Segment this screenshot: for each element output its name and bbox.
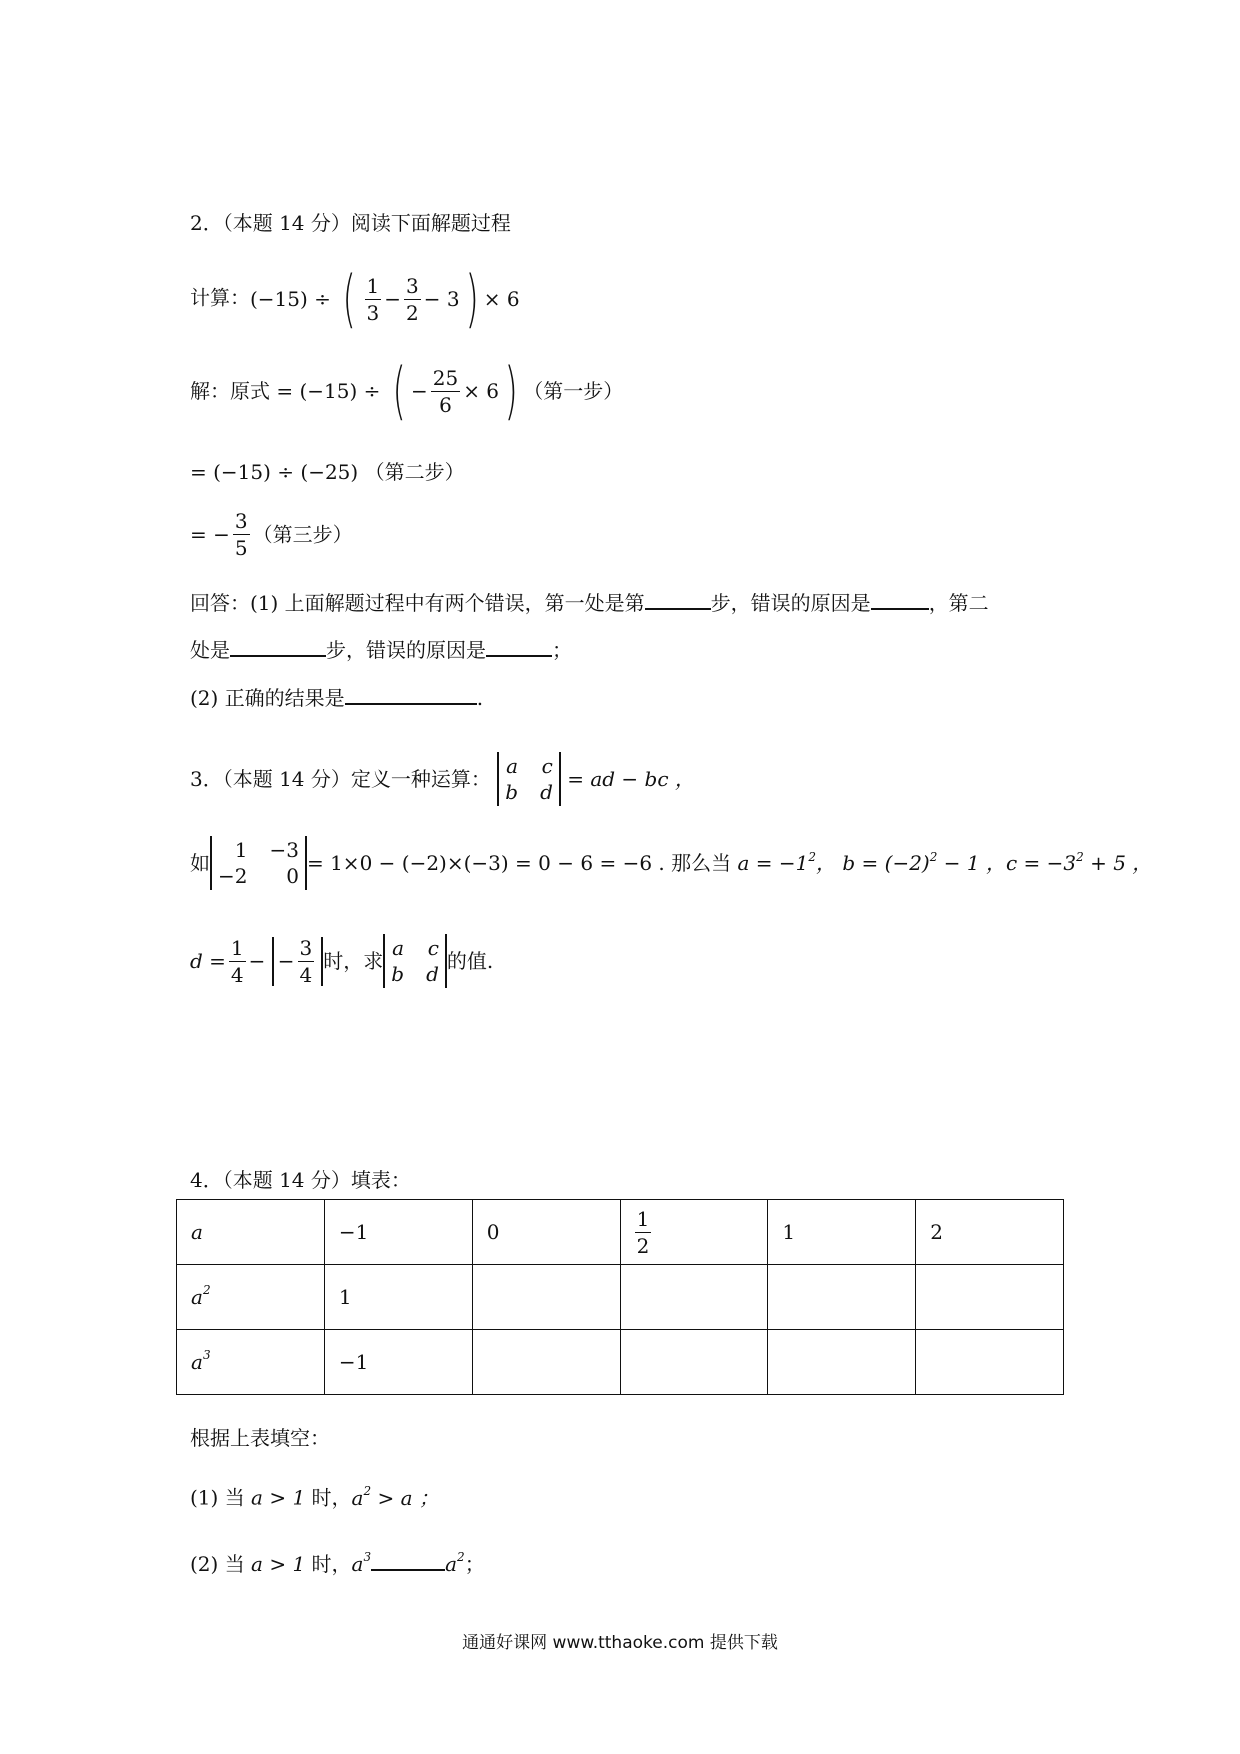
- table-cell: 0: [472, 1200, 620, 1265]
- table-cell: 1: [768, 1200, 916, 1265]
- determinant-symbol: a c b d: [497, 752, 561, 806]
- absolute-value: − $\frac{3}{4}$: [272, 937, 324, 986]
- q2-answer-1: 回答：(1) 上面解题过程中有两个错误，第一处是第 步，错误的原因是 ，第二: [190, 591, 989, 615]
- page-footer: 通通好课网 www.tthaoke.com 提供下载: [462, 1633, 778, 1653]
- table-row-a-squared: [177, 1265, 1064, 1330]
- q3-example-line: 如 1 −3 −2 0 = 1×0 − (−2)×(−3) = 0 − 6 = −6 . 那么当 $a = -1^2$， $b = (-2)^2 - 1$ ，$c = -3^2 + 5$ ，: [190, 838, 1153, 888]
- table-cell: 1: [324, 1265, 472, 1330]
- close-paren: ): [465, 262, 479, 335]
- table-cell-input[interactable]: [620, 1330, 768, 1395]
- frac-25-6: $\frac{25}{6}$: [432, 365, 459, 417]
- table-cell: −1: [324, 1330, 472, 1395]
- example-determinant: 1 −3 −2 0: [210, 836, 307, 890]
- q3-d-line: d = $\frac{1}{4}$ − − $\frac{3}{4}$ 时，求 a c b d 的值.: [190, 935, 494, 987]
- table-cell: $\frac{1}{2}$: [620, 1200, 768, 1265]
- frac-3-5: $\frac{3}{5}$: [234, 509, 248, 560]
- table-cell-input[interactable]: [916, 1265, 1064, 1330]
- q4-fill-2: (2) 当 a > 1 时，$a^3$ $a^2$；: [190, 1550, 485, 1576]
- q2-answer-1b: 处是 步，错误的原因是 ；: [190, 638, 572, 662]
- table-cell-input[interactable]: [620, 1265, 768, 1330]
- table-cell: $a^2$: [177, 1265, 325, 1330]
- q4-fill-1: (1) 当 a > 1 时，$a^2 > a$ ；: [190, 1484, 439, 1510]
- answer-blank[interactable]: [871, 590, 929, 610]
- q2-step2-line: = (−15) ÷ (−25) （第二步）: [190, 460, 465, 484]
- frac-1-4: $\frac{1}{4}$: [230, 935, 244, 987]
- answer-blank[interactable]: [486, 637, 552, 657]
- table-cell-input[interactable]: [472, 1265, 620, 1330]
- table-cell: −1: [324, 1200, 472, 1265]
- q4-after-table: 根据上表填空：: [190, 1426, 330, 1450]
- table-cell-input[interactable]: [916, 1330, 1064, 1395]
- q2-step3-line: = − $\frac{3}{5}$ （第三步）: [190, 509, 353, 560]
- table-cell-input[interactable]: [472, 1330, 620, 1395]
- q2-solution-line: 解：原式 = (−15) ÷ ( − $\frac{25}{6}$ × 6) （第一步）: [190, 354, 624, 427]
- determinant-symbol: a c b d: [383, 934, 447, 988]
- fill-table: [176, 1199, 1064, 1395]
- q2-header: 2．（本题 14 分）阅读下面解题过程: [190, 211, 511, 235]
- calc-lhs: (−15) ÷: [250, 287, 331, 311]
- q2-calc-line: 计算：(−15) ÷ ( $\frac{1}{3}$ − $\frac{3}{2}$ − 3) × 6: [190, 262, 520, 335]
- table-cell: a: [177, 1200, 325, 1265]
- calc-label: 计算：: [190, 285, 250, 310]
- table-cell: $a^3$: [177, 1330, 325, 1395]
- q3-definition-line: 3．（本题 14 分）定义一种运算： a c b d = ad − bc ，: [190, 754, 695, 804]
- open-paren: (: [342, 262, 357, 335]
- answer-blank[interactable]: [230, 637, 326, 657]
- answer-blank[interactable]: [645, 590, 711, 610]
- answer-blank[interactable]: [371, 1551, 445, 1571]
- answer-blank[interactable]: [345, 685, 477, 705]
- table-cell: 2: [916, 1200, 1064, 1265]
- frac-3-2: $\frac{3}{2}$: [406, 273, 419, 325]
- frac-1-3: $\frac{1}{3}$: [366, 273, 380, 325]
- table-cell-input[interactable]: [768, 1330, 916, 1395]
- q2-answer-2: (2) 正确的结果是 .: [190, 686, 484, 710]
- table-row-a: [177, 1200, 1064, 1265]
- table-cell-input[interactable]: [768, 1265, 916, 1330]
- table-row-a-cubed: [177, 1330, 1064, 1395]
- q4-header: 4．（本题 14 分）填表：: [190, 1168, 411, 1192]
